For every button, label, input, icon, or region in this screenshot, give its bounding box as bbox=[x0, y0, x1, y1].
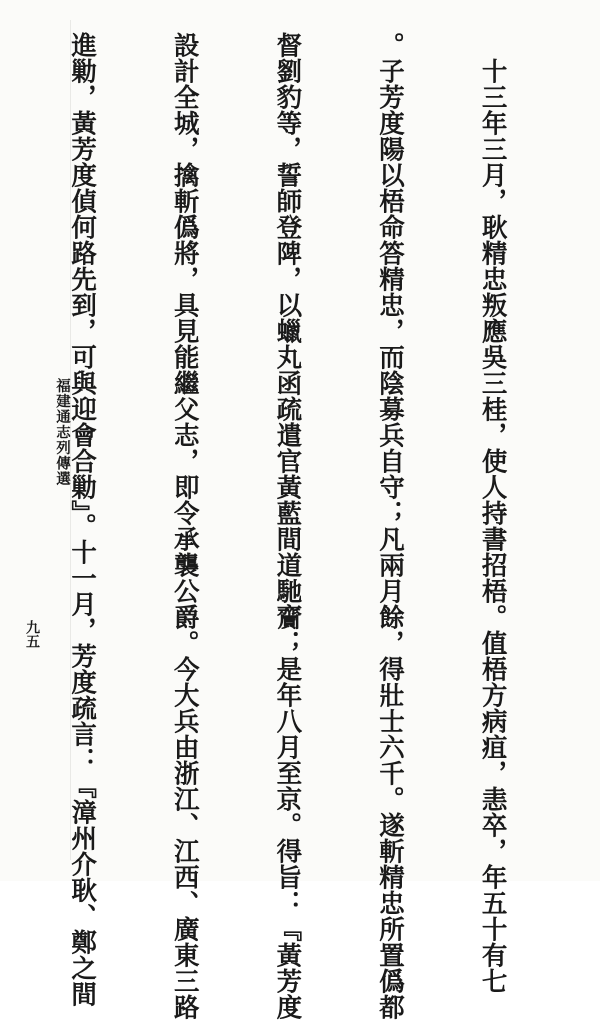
running-title: 福建通志列傳選 bbox=[54, 378, 71, 487]
text-column-3: 督劉豹等，誓師登陴，以蠟丸函疏遣官黃藍間道馳齎；是年八月至京。得旨：『黃芳度 bbox=[272, 32, 303, 1020]
page-number: 九五 bbox=[24, 620, 40, 648]
text-column-4: 設計全城，擒斬僞將，具見能繼父志，即令承襲公爵。今大兵由浙江、江西、廣東三路 bbox=[169, 32, 200, 1020]
body-text bbox=[0, 32, 578, 1020]
text-column-5: 進勦，黃芳度偵何路先到，可與迎會合勦』。十一月，芳度疏言：『漳州介耿、鄭之間 bbox=[67, 32, 98, 1008]
text-column-1: 十三年三月，耿精忠叛應吳三桂，使人持書招梧。值梧方病疽，恚卒，年五十有七 bbox=[477, 32, 508, 994]
text-column-2: 。子芳度陽以梧命答精忠，而陰募兵自守；凡兩月餘，得壯士六千。遂斬精忠所置僞都 bbox=[374, 32, 405, 1020]
